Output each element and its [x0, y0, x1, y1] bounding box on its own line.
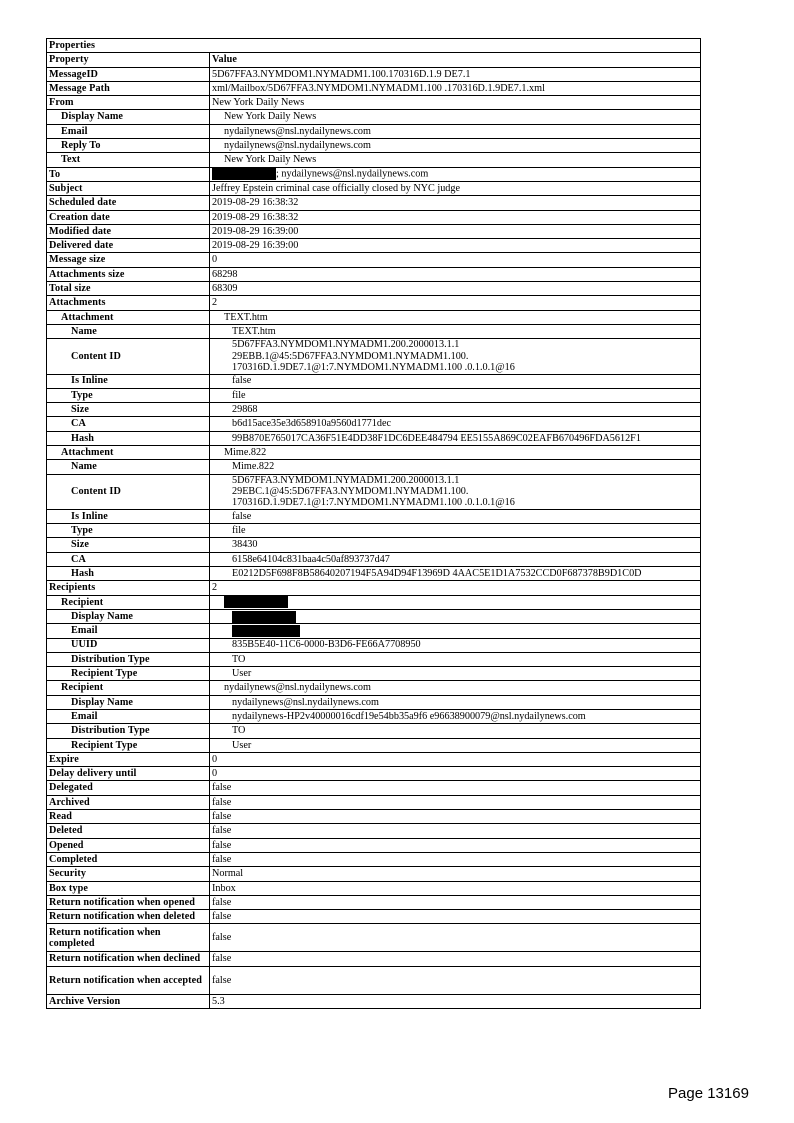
table-row	[47, 431, 701, 445]
table-row	[47, 567, 701, 581]
table-row	[47, 538, 701, 552]
property-name: Distribution Type	[47, 724, 210, 738]
property-value	[210, 552, 701, 566]
table-row	[47, 710, 701, 724]
property-value-text: E0212D5F698F8B58640207194F5A94D94F13969D 4AAC5E1D1A7532CCD0F687378B9D1C0D	[232, 567, 642, 579]
property-value-text: 2019-08-29 16:38:32	[212, 211, 299, 223]
table-row	[47, 339, 701, 374]
property-name: Return notification when completed	[47, 924, 210, 952]
table-row	[47, 210, 701, 224]
table-row	[47, 181, 701, 195]
property-value-line: 170316D.1.9DE7.1@1:7.NYMDOM1.NYMADM1.100 .0.1.0.1@16	[232, 497, 515, 509]
properties-table	[46, 38, 701, 1009]
property-value	[210, 838, 701, 852]
table-row	[47, 509, 701, 523]
property-name: Total size	[47, 282, 210, 296]
property-name: Text	[47, 153, 210, 167]
property-value-text: 29868	[232, 404, 258, 416]
property-value-text: Mime.822	[232, 461, 275, 473]
property-value-text: 5.3	[212, 995, 225, 1007]
property-value-text: nydailynews-HP2v40000016cdf19e54bb35a9f6 e96638900079@nsl.nydailynews.com	[232, 710, 586, 722]
property-value-text: false	[232, 510, 252, 522]
property-name: Recipient	[47, 681, 210, 695]
property-value-text: TO	[232, 725, 246, 737]
property-name: Attachments	[47, 296, 210, 310]
property-name: Modified date	[47, 224, 210, 238]
property-name: Reply To	[47, 139, 210, 153]
table-row	[47, 994, 701, 1008]
table-row	[47, 767, 701, 781]
property-value-text: xml/Mailbox/5D67FFA3.NYMDOM1.NYMADM1.100 .170316D.1.9DE7.1.xml	[212, 82, 545, 94]
property-name: MessageID	[47, 67, 210, 81]
property-name: Recipient Type	[47, 738, 210, 752]
property-value-text: false	[212, 896, 232, 908]
property-name: Return notification when declined	[47, 952, 210, 966]
property-name: Hash	[47, 567, 210, 581]
property-name: CA	[47, 417, 210, 431]
redaction-block	[232, 611, 296, 623]
property-name: Attachment	[47, 445, 210, 459]
property-name: Archived	[47, 795, 210, 809]
property-name: Size	[47, 538, 210, 552]
property-value	[210, 153, 701, 167]
property-name: Display Name	[47, 695, 210, 709]
property-value-text: file	[232, 389, 246, 401]
property-value	[210, 710, 701, 724]
property-value-text: nydailynews@nsl.nydailynews.com	[232, 696, 379, 708]
table-row	[47, 267, 701, 281]
table-row	[47, 110, 701, 124]
property-value-text: User	[232, 739, 252, 751]
property-value	[210, 810, 701, 824]
property-name: Content ID	[47, 474, 210, 509]
property-value	[210, 994, 701, 1008]
table-row	[47, 224, 701, 238]
redaction-block	[232, 625, 300, 637]
property-value	[210, 567, 701, 581]
property-value-text: 2019-08-29 16:39:00	[212, 240, 299, 252]
property-value-text: 38430	[232, 539, 258, 551]
property-value-text: TO	[232, 653, 246, 665]
table-row	[47, 581, 701, 595]
property-value	[210, 81, 701, 95]
property-value	[210, 795, 701, 809]
property-value	[210, 609, 701, 623]
property-name: Display Name	[47, 609, 210, 623]
table-row	[47, 81, 701, 95]
header-value: Value	[210, 53, 701, 67]
table-header-row	[47, 53, 701, 67]
page-number: Page 13169	[668, 1085, 749, 1102]
table-row	[47, 417, 701, 431]
table-row	[47, 153, 701, 167]
property-name: Delegated	[47, 781, 210, 795]
property-value	[210, 267, 701, 281]
property-value	[210, 867, 701, 881]
property-value	[210, 581, 701, 595]
table-row	[47, 795, 701, 809]
property-value	[210, 296, 701, 310]
property-value-text: TEXT.htm	[232, 325, 276, 337]
table-row	[47, 296, 701, 310]
property-value	[210, 460, 701, 474]
property-value	[210, 374, 701, 388]
table-row	[47, 167, 701, 181]
property-value-text: User	[232, 668, 252, 680]
property-name: Type	[47, 524, 210, 538]
property-name: Recipient Type	[47, 667, 210, 681]
property-name: Name	[47, 324, 210, 338]
property-value-text: 0	[212, 768, 218, 780]
table-title: Properties	[47, 39, 701, 53]
table-row	[47, 838, 701, 852]
property-value	[210, 781, 701, 795]
property-value	[210, 253, 701, 267]
property-name: Creation date	[47, 210, 210, 224]
table-row	[47, 966, 701, 994]
table-row	[47, 67, 701, 81]
property-name: Email	[47, 710, 210, 724]
property-value	[210, 403, 701, 417]
property-name: Delivered date	[47, 239, 210, 253]
property-name: Is Inline	[47, 509, 210, 523]
table-row	[47, 867, 701, 881]
property-value-text: nydailynews@nsl.nydailynews.com	[224, 125, 371, 137]
property-name: To	[47, 167, 210, 181]
property-value-text: b6d15ace35e3d658910a9560d1771dec	[232, 418, 391, 430]
table-row	[47, 952, 701, 966]
property-value	[210, 239, 701, 253]
property-value	[210, 196, 701, 210]
property-value-text: 68309	[212, 282, 238, 294]
table-row	[47, 324, 701, 338]
property-name: Attachment	[47, 310, 210, 324]
property-value	[210, 824, 701, 838]
property-value	[210, 695, 701, 709]
property-value	[210, 224, 701, 238]
property-value-text: 0	[212, 254, 218, 266]
property-name: Size	[47, 403, 210, 417]
table-row	[47, 460, 701, 474]
table-row	[47, 609, 701, 623]
property-value-line: 29EBC.1@45:5D67FFA3.NYMDOM1.NYMADM1.100.	[232, 486, 469, 497]
table-row	[47, 852, 701, 866]
property-value	[210, 67, 701, 81]
property-name: Read	[47, 810, 210, 824]
property-value-text: nydailynews@nsl.nydailynews.com	[224, 140, 371, 152]
redaction-block	[212, 168, 276, 180]
property-value	[210, 952, 701, 966]
property-value	[210, 895, 701, 909]
property-value-text: 2019-08-29 16:39:00	[212, 225, 299, 237]
property-name: Opened	[47, 838, 210, 852]
property-value	[210, 881, 701, 895]
property-value	[210, 339, 701, 374]
header-property: Property	[47, 53, 210, 67]
table-row	[47, 310, 701, 324]
property-value	[210, 924, 701, 952]
property-value	[210, 624, 701, 638]
table-row	[47, 388, 701, 402]
property-value-text: false	[212, 911, 232, 923]
property-name: Delay delivery until	[47, 767, 210, 781]
table-row	[47, 910, 701, 924]
property-value-text: false	[212, 853, 232, 865]
property-name: Deleted	[47, 824, 210, 838]
property-name: Message size	[47, 253, 210, 267]
property-value-text: 0	[212, 753, 218, 765]
property-value	[210, 524, 701, 538]
property-value-text: New York Daily News	[224, 154, 317, 166]
property-name: Email	[47, 124, 210, 138]
table-row	[47, 282, 701, 296]
property-value-text: 99B870E765017CA36F51E4DD38F1DC6DEE484794 EE5155A869C02EAFB670496FDA5612F1	[232, 432, 641, 444]
property-name: Recipient	[47, 595, 210, 609]
property-value-text: TEXT.htm	[224, 311, 268, 323]
property-value	[210, 324, 701, 338]
table-row	[47, 695, 701, 709]
property-name: Subject	[47, 181, 210, 195]
property-value-line: 5D67FFA3.NYMDOM1.NYMADM1.200.2000013.1.1	[232, 339, 460, 351]
property-value-text: 2	[212, 297, 218, 309]
property-value-text: Normal	[212, 868, 244, 880]
property-value-text: false	[212, 811, 232, 823]
property-value-text: New York Daily News	[224, 111, 317, 123]
property-value	[210, 110, 701, 124]
table-row	[47, 96, 701, 110]
table-row	[47, 253, 701, 267]
property-value-text: false	[212, 782, 232, 794]
property-value-text: false	[212, 796, 232, 808]
property-value	[210, 210, 701, 224]
property-value	[210, 538, 701, 552]
property-value-text: 5D67FFA3.NYMDOM1.NYMADM1.100.170316D.1.9 DE7.1	[212, 68, 471, 80]
property-value-text: Mime.822	[224, 446, 267, 458]
property-value	[210, 681, 701, 695]
property-name: Attachments size	[47, 267, 210, 281]
property-value-text: false	[212, 825, 232, 837]
property-value-text: 2	[212, 582, 218, 594]
property-name: CA	[47, 552, 210, 566]
property-value	[210, 509, 701, 523]
table-row	[47, 124, 701, 138]
table-row	[47, 652, 701, 666]
property-value-text: nydailynews@nsl.nydailynews.com	[224, 682, 371, 694]
property-name: Archive Version	[47, 994, 210, 1008]
property-value	[210, 445, 701, 459]
property-value-text: New York Daily News	[212, 97, 305, 109]
property-value	[210, 752, 701, 766]
property-name: Display Name	[47, 110, 210, 124]
property-value-text: 6158e64104c831baa4c50af893737d47	[232, 553, 390, 565]
property-value	[210, 388, 701, 402]
table-row	[47, 824, 701, 838]
table-row	[47, 196, 701, 210]
property-value	[210, 652, 701, 666]
redaction-block	[224, 596, 288, 608]
property-value	[210, 431, 701, 445]
property-name: Is Inline	[47, 374, 210, 388]
property-value-text: 68298	[212, 268, 238, 280]
property-name: Box type	[47, 881, 210, 895]
property-name: Return notification when deleted	[47, 910, 210, 924]
table-row	[47, 139, 701, 153]
table-row	[47, 638, 701, 652]
property-name: Completed	[47, 852, 210, 866]
property-value	[210, 724, 701, 738]
property-value-text: file	[232, 525, 246, 537]
property-value-text: false	[212, 839, 232, 851]
table-row	[47, 895, 701, 909]
table-row	[47, 403, 701, 417]
property-value	[210, 124, 701, 138]
table-row	[47, 239, 701, 253]
property-value-text: false	[232, 375, 252, 387]
property-name: UUID	[47, 638, 210, 652]
property-value	[210, 638, 701, 652]
property-value-line: 170316D.1.9DE7.1@1:7.NYMDOM1.NYMADM1.100 .0.1.0.1@16	[232, 362, 515, 374]
property-name: Expire	[47, 752, 210, 766]
table-row	[47, 752, 701, 766]
property-value	[210, 667, 701, 681]
table-row	[47, 624, 701, 638]
table-row	[47, 524, 701, 538]
property-value	[210, 139, 701, 153]
table-row	[47, 552, 701, 566]
table-row	[47, 781, 701, 795]
property-value	[210, 181, 701, 195]
table-row	[47, 881, 701, 895]
table-row	[47, 738, 701, 752]
property-value	[210, 167, 701, 181]
property-value	[210, 852, 701, 866]
property-value-line: 5D67FFA3.NYMDOM1.NYMADM1.200.2000013.1.1	[232, 474, 460, 486]
property-value	[210, 282, 701, 296]
property-value	[210, 474, 701, 509]
table-row	[47, 681, 701, 695]
property-name: Content ID	[47, 339, 210, 374]
table-row	[47, 810, 701, 824]
property-value-text: ; nydailynews@nsl.nydailynews.com	[276, 168, 429, 180]
property-value	[210, 417, 701, 431]
property-value	[210, 595, 701, 609]
table-row	[47, 474, 701, 509]
property-value-text: false	[212, 932, 232, 944]
property-value	[210, 966, 701, 994]
table-row	[47, 924, 701, 952]
property-value-text: false	[212, 953, 232, 965]
property-name: Recipients	[47, 581, 210, 595]
property-name: Return notification when opened	[47, 895, 210, 909]
property-value-text: 835B5E40-11C6-0000-B3D6-FE66A7708950	[232, 639, 421, 651]
property-name: Return notification when accepted	[47, 966, 210, 994]
property-value-line: 29EBB.1@45:5D67FFA3.NYMDOM1.NYMADM1.100.	[232, 350, 469, 362]
property-name: From	[47, 96, 210, 110]
property-value-text: Jeffrey Epstein criminal case officially closed by NYC judge	[212, 182, 461, 194]
property-value	[210, 738, 701, 752]
property-value	[210, 767, 701, 781]
table-row	[47, 667, 701, 681]
property-name: Name	[47, 460, 210, 474]
property-name: Type	[47, 388, 210, 402]
table-row	[47, 445, 701, 459]
property-name: Hash	[47, 431, 210, 445]
property-value-text: false	[212, 974, 232, 986]
property-value	[210, 910, 701, 924]
property-name: Email	[47, 624, 210, 638]
property-value	[210, 96, 701, 110]
property-name: Scheduled date	[47, 196, 210, 210]
property-value	[210, 310, 701, 324]
property-name: Message Path	[47, 81, 210, 95]
table-row	[47, 374, 701, 388]
property-name: Security	[47, 867, 210, 881]
property-value-text: Inbox	[212, 882, 236, 894]
table-row	[47, 595, 701, 609]
table-title-row	[47, 39, 701, 53]
property-value-text: 2019-08-29 16:38:32	[212, 197, 299, 209]
table-row	[47, 724, 701, 738]
property-name: Distribution Type	[47, 652, 210, 666]
